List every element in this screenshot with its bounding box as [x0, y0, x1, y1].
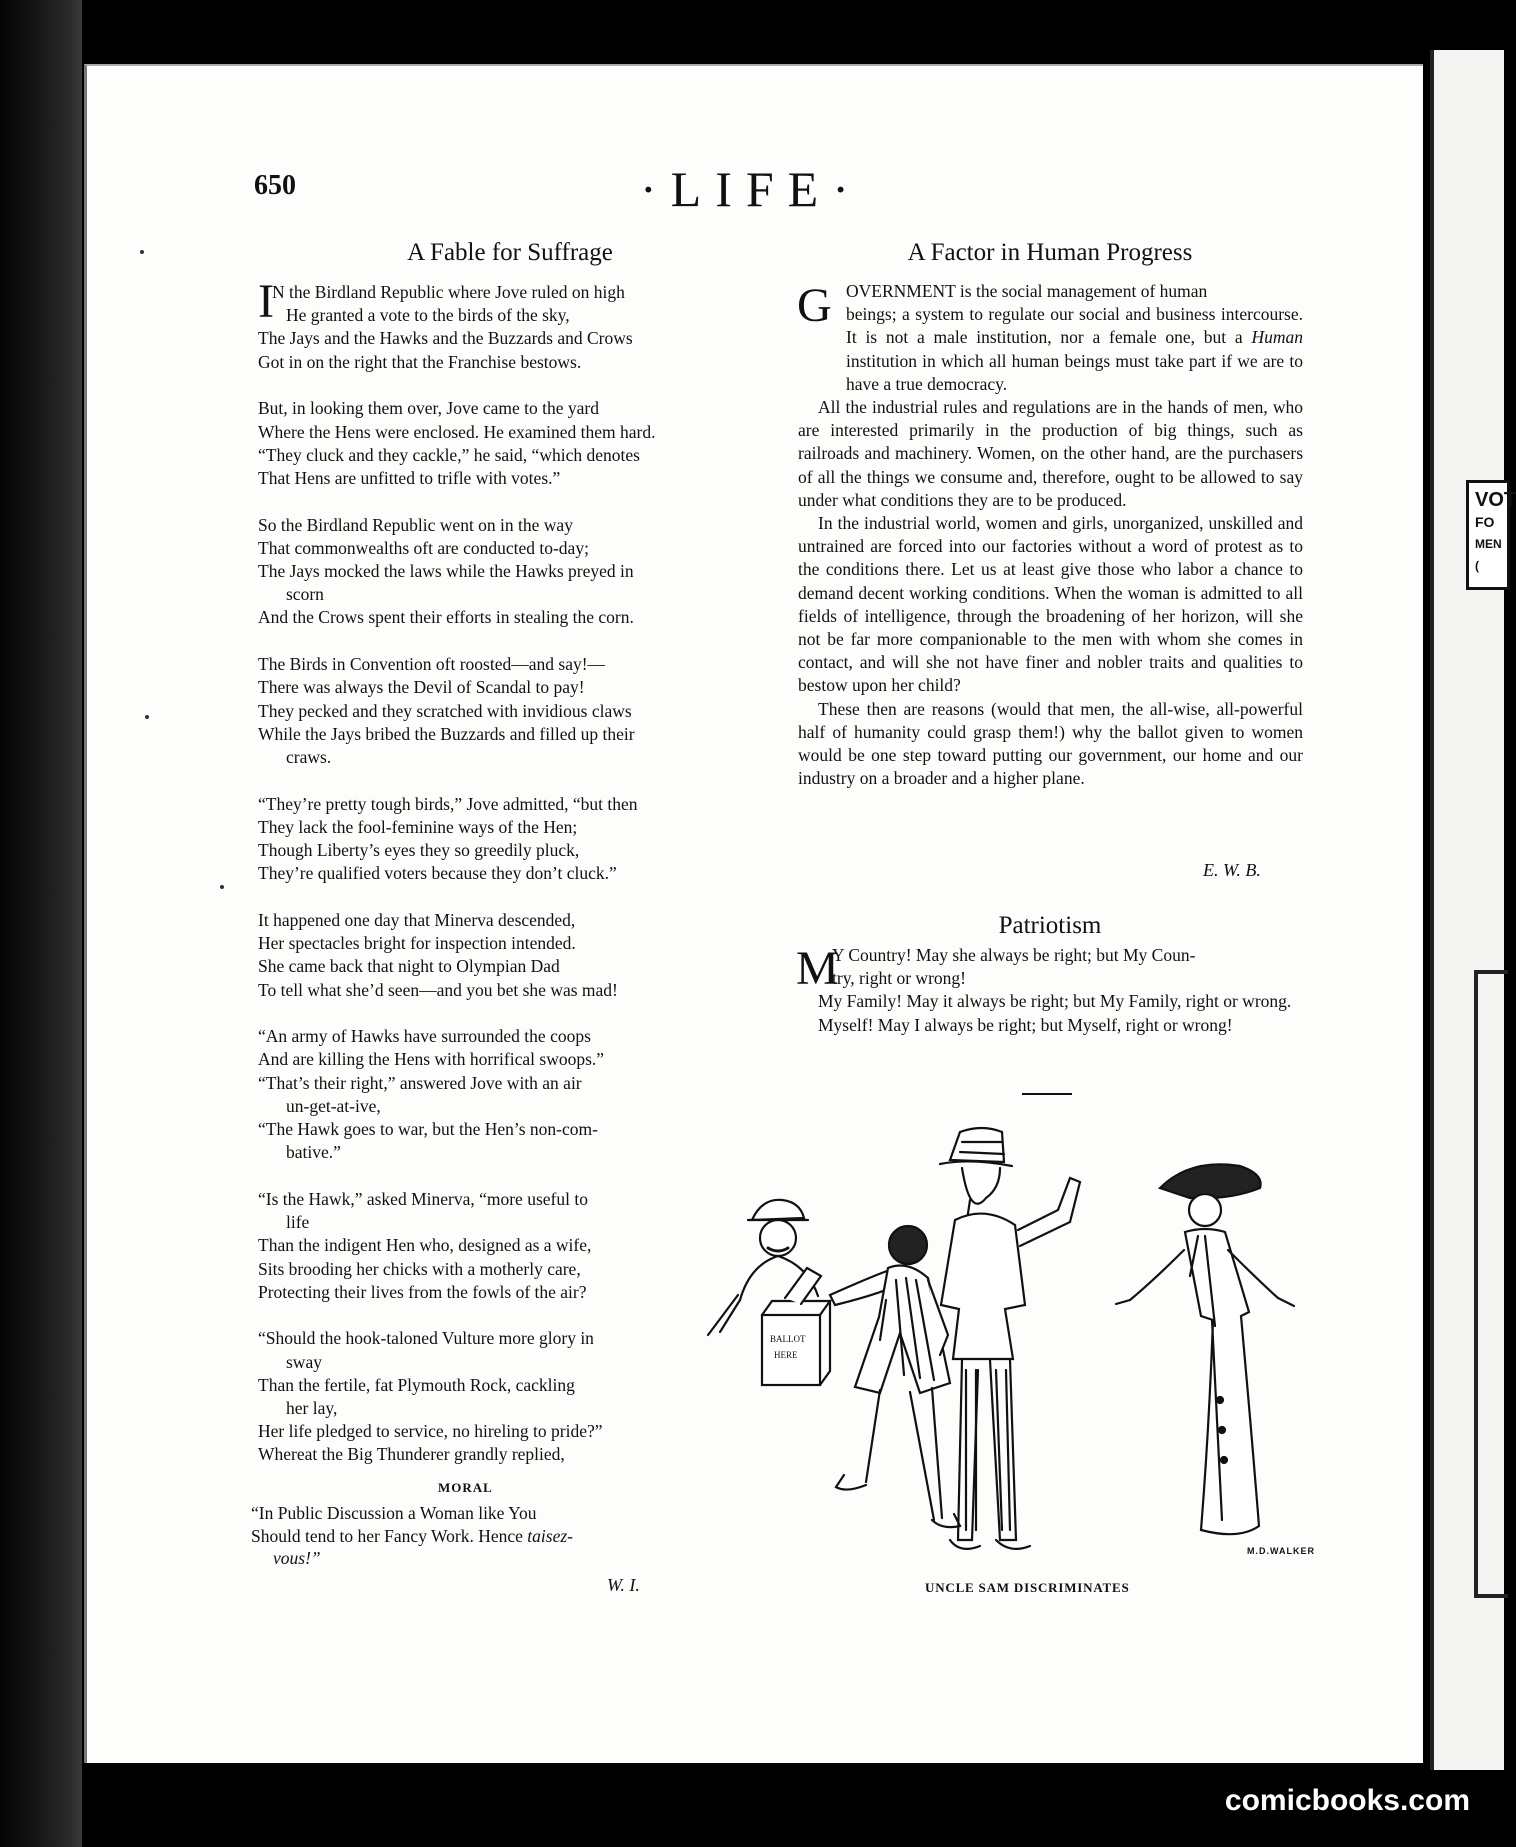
patriotism-first-line-text: Y Country! May she always be right; but My Coun-: [832, 945, 1196, 965]
poem-line: And are killing the Hens with horrifical swoops.”: [258, 1049, 605, 1070]
watermark: comicbooks.com: [1224, 1784, 1470, 1817]
woman-figure: [1116, 1164, 1294, 1534]
poem-line: Though Liberty’s eyes they so greedily pluck,: [258, 840, 580, 860]
ballot-box: [762, 1268, 830, 1385]
post-illustration-fragment: [1474, 970, 1508, 1598]
patriotism-first-line: [798, 944, 1300, 967]
poem-line: un-get-at-ive,: [286, 1095, 381, 1116]
moral-label: MORAL: [438, 1480, 493, 1495]
poem-line: Her spectacles bright for inspection intended.: [258, 933, 576, 954]
adjacent-page-edge: [1430, 50, 1516, 1770]
poem-line: Her life pledged to service, no hireling to pride?”: [258, 1421, 603, 1442]
dust-speck: [145, 715, 149, 719]
poem-line: The Jays and the Hawks and the Buzzards and Crows: [258, 328, 633, 349]
factor-paragraph-text: beings; a system to regulate our social and business intercourse. It is not a male institution, nor a female one, but a: [846, 304, 1303, 348]
poem-line: Whereat the Big Thunderer grandly replied,: [258, 1444, 565, 1465]
fable-title: A Fable for Suffrage: [407, 239, 613, 266]
poem-line: “They cluck and they cackle,” he said, “which denotes: [258, 444, 640, 465]
poem-line: So the Birdland Republic went on in the way: [258, 514, 573, 535]
poem-line: her lay,: [286, 1398, 338, 1418]
factor-paragraph: These then are reasons (would that men, the all-wise, all-powerful half of humanity could grasp them!) why the ballot given to women would be one step toward putting our government, our home and our industry on a broader and a higher plane.: [798, 698, 1303, 789]
poem-line: The Birds in Convention oft roosted—and say!—: [258, 654, 606, 675]
factor-paragraph: [798, 303, 1303, 396]
poem-line: Where the Hens were enclosed. He examined them hard.: [258, 421, 656, 442]
vote-sign-fragment: [1466, 480, 1516, 590]
fable-dropcap: I: [258, 275, 274, 328]
poem-line: To tell what she’d seen—and you bet she was mad!: [258, 979, 618, 1000]
vote-sign-line: VOT: [1475, 489, 1516, 511]
patriotism-dropcap: M: [796, 942, 839, 995]
moral-line-foreign: vous!”: [273, 1548, 321, 1568]
poem-line: The Jays mocked the laws while the Hawks preyed in: [258, 561, 634, 581]
moral-line: [251, 1528, 573, 1546]
cartoon-caption: UNCLE SAM DISCRIMINATES: [925, 1580, 1130, 1595]
poem-line: Than the fertile, fat Plymouth Rock, cackling: [258, 1374, 575, 1395]
factor-emphasis: Human: [1251, 327, 1303, 348]
vote-sign-line: MEN (: [1475, 537, 1502, 573]
poem-line: And the Crows spent their efforts in stealing the corn.: [258, 607, 634, 628]
factor-paragraph: All the industrial rules and regulations are in the hands of men, who are interested primarily in the production of big things, such as railroads and machinery. Women, on the other hand, are the purchasers of all the things we consume and, therefore, ought to be allowed to say under what conditions they are to be produced.: [798, 397, 1303, 510]
scan-border-left: [0, 0, 82, 1847]
poem-line: “An army of Hawks have surrounded the coops: [258, 1026, 591, 1047]
uncle-sam-figure: [940, 1128, 1080, 1549]
poem-line: They’re qualified voters because they don’t cluck.”: [258, 863, 617, 884]
dust-speck: [220, 885, 224, 889]
poem-line: That commonwealths oft are conducted to-day;: [258, 537, 589, 558]
moral-line-text: Should tend to her Fancy Work. Hence: [251, 1526, 523, 1546]
section-divider: [1022, 1093, 1072, 1095]
ballot-box-label: HERE: [774, 1350, 798, 1360]
poem-line: Got in on the right that the Franchise bestows.: [258, 351, 582, 372]
patriotism-paragraph: try, right or wrong!: [832, 968, 966, 989]
moral-line: [273, 1550, 321, 1568]
moral-line-foreign: taisez-: [527, 1526, 573, 1546]
masthead: ·LIFE·: [640, 161, 863, 217]
poem-line: Sits brooding her chicks with a motherly care,: [258, 1258, 581, 1279]
patriotism-paragraph: My Family! May it always be right; but My Family, right or wrong.: [818, 991, 1292, 1012]
factor-title: A Factor in Human Progress: [907, 239, 1193, 266]
poem-line: But, in looking them over, Jove came to the yard: [258, 398, 599, 419]
poem-line: “They’re pretty tough birds,” Jove admitted, “but then: [258, 793, 638, 814]
factor-first-line: [798, 280, 1303, 303]
poem-line: Than the indigent Hen who, designed as a wife,: [258, 1235, 592, 1256]
poem-line: They pecked and they scratched with invidious claws: [258, 700, 632, 721]
poem-line: There was always the Devil of Scandal to pay!: [258, 677, 585, 698]
poem-line: scorn: [286, 584, 324, 605]
ballot-box-label: BALLOT: [770, 1334, 806, 1344]
uncle-sam-cartoon: [700, 1120, 1380, 1600]
poem-line: It happened one day that Minerva descended,: [258, 909, 576, 930]
artist-signature: M.D.WALKER: [1247, 1546, 1315, 1556]
poem-line: Protecting their lives from the fowls of the air?: [258, 1281, 587, 1302]
poem-line: He granted a vote to the birds of the sky,: [286, 305, 570, 326]
factor-paragraph-text: institution in which all human beings must take part if we are to have a true democracy.: [846, 350, 1303, 394]
vote-sign-line: FO: [1475, 514, 1495, 530]
dust-speck: [140, 250, 144, 254]
poem-line: craws.: [286, 746, 332, 767]
poem-line: “Is the Hawk,” asked Minerva, “more useful to: [258, 1188, 588, 1209]
poem-line: While the Jays bribed the Buzzards and filled up their: [258, 723, 635, 744]
factor-first-line-text: OVERNMENT is the social management of human: [846, 281, 1208, 301]
factor-signature: E. W. B.: [1203, 860, 1261, 880]
poem-line: They lack the fool-feminine ways of the Hen;: [258, 816, 578, 837]
voter-figure: [830, 1226, 960, 1527]
poem-line: That Hens are unfitted to trifle with votes.”: [258, 467, 561, 488]
patriotism-article: [798, 944, 1300, 1037]
poem-line: “The Hawk goes to war, but the Hen’s non-com-: [258, 1119, 598, 1139]
moral-line: “In Public Discussion a Woman like You: [251, 1503, 537, 1523]
poem-line: sway: [286, 1351, 322, 1372]
poem-line: She came back that night to Olympian Dad: [258, 956, 560, 977]
factor-paragraph: In the industrial world, women and girls, unorganized, unskilled and untrained are forced into our factories without a word of protest as to the conditions there. Let us at least give those who labor a chance to demand decent working conditions. When the woman is admitted to all fields of intelligence, through the broadening of her horizon, will she not be far more companionable to the men with whom she comes in contact, and will she not have finer and nobler traits and qualities to bestow upon her child?: [798, 513, 1303, 696]
patriotism-title: Patriotism: [998, 912, 1102, 939]
page-number: 650: [254, 170, 296, 201]
factor-dropcap: G: [797, 279, 832, 332]
poem-line: “That’s their right,” answered Jove with an air: [258, 1072, 582, 1093]
poem-line: life: [286, 1212, 310, 1233]
fable-signature: W. I.: [607, 1575, 640, 1595]
poem-line: N the Birdland Republic where Jove ruled on high: [272, 282, 625, 302]
poem-line: bative.”: [286, 1142, 341, 1163]
poem-line: “Should the hook-taloned Vulture more glory in: [258, 1328, 594, 1349]
patriotism-paragraph: Myself! May I always be right; but Myself, right or wrong!: [818, 1014, 1233, 1035]
factor-article: [798, 280, 1303, 790]
